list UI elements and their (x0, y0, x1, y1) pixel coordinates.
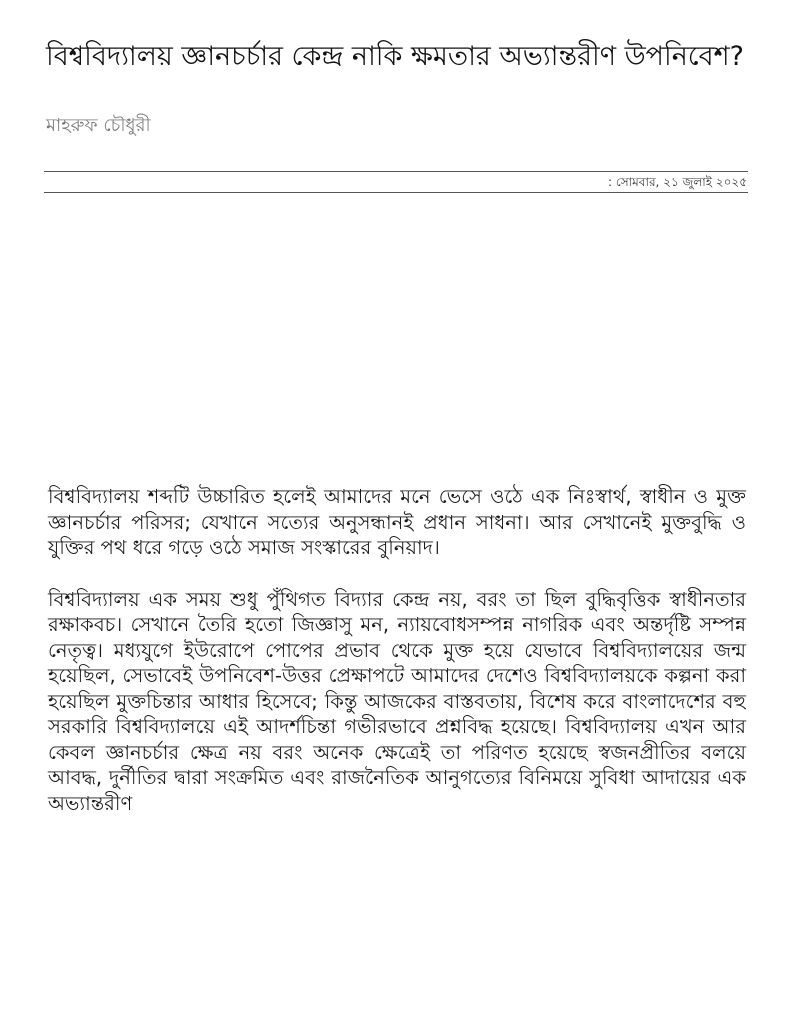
body-paragraph: বিশ্ববিদ্যালয় শব্দটি উচ্চারিত হলেই আমাদের মনে ভেসে ওঠে এক নিঃস্বার্থ, স্বাধীন ও মুক্ত জ্ঞানচর্চার পরিসর; যেখানে সত্যের অনুসন্ধানই প্রধান সাধনা। আর সেখানেই মুক্তবুদ্ধি ও যুক্তির পথ ধরে গড়ে ওঠে সমাজ সংস্কারের বুনিয়াদ। (48, 485, 746, 559)
header-divider-bottom (44, 192, 748, 193)
article-title: বিশ্ববিদ্যালয় জ্ঞানচর্চার কেন্দ্র নাকি ক্ষমতার অভ্যান্তরীণ উপনিবেশ? (46, 41, 744, 72)
article-author: মাহরুফ চৌধুরী (46, 115, 151, 136)
publish-date: : সোমবার, ২১ জুলাই ২০২৫ (608, 175, 747, 189)
blank-image-area (44, 200, 748, 470)
article-body (48, 484, 746, 842)
body-paragraph: বিশ্ববিদ্যালয় এক সময় শুধু পুঁথিগত বিদ্যার কেন্দ্র নয়, বরং তা ছিল বুদ্ধিবৃত্তিক স্বাধীনতার রক্ষাকবচ। সেখানে তৈরি হতো জিজ্ঞাসু মন, ন্যায়বোধসম্পন্ন নাগরিক এবং অন্তর্দৃষ্টি সম্পন্ন নেতৃত্ব। মধ্যযুগে ইউরোপে পোপের প্রভাব থেকে মুক্ত হয়ে যেভাবে বিশ্ববিদ্যালয়ের জন্ম হয়েছিল, সেভাবেই উপনিবেশ-উত্তর প্রেক্ষাপটে আমাদের দেশেও বিশ্ববিদ্যালয়কে কল্পনা করা হয়েছিল মুক্তচিন্তার আধার হিসেবে; কিন্তু আজকের বাস্তবতায়, বিশেষ করে বাংলাদেশের বহু সরকারি বিশ্ববিদ্যালয়ে এই আদর্শচিন্তা গভীরভাবে প্রশ্নবিদ্ধ হয়েছে। বিশ্ববিদ্যালয় এখন আর কেবল জ্ঞানচর্চার ক্ষেত্র নয় বরং অনেক ক্ষেত্রেই তা পরিণত হয়েছে স্বজনপ্রীতির বলয়ে আবদ্ধ, দুর্নীতির দ্বারা সংক্রমিত এবং রাজনৈতিক আনুগত্যের বিনিময়ে সুবিধা আদায়ের এক অভ্যান্তরীণ (48, 587, 746, 815)
header-divider-top (44, 171, 748, 172)
